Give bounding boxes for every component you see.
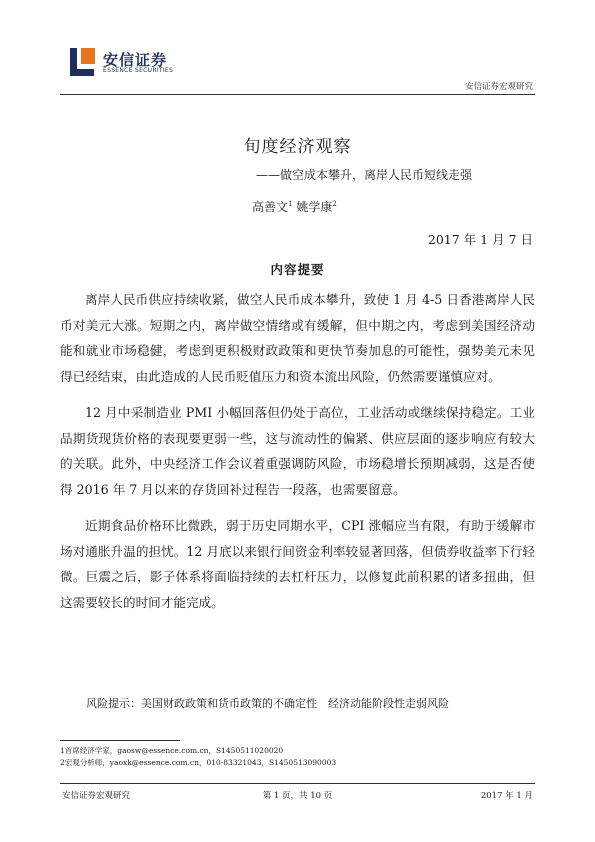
author-footnote-mark: 1: [288, 200, 293, 208]
footer-divider: [60, 783, 535, 784]
report-date: 2017 年 1 月 7 日: [427, 232, 533, 247]
header-report-series: 安信证券宏观研究: [464, 82, 533, 92]
footnote: 2宏观分析师，yaoxk@essence.com.cn，010-83321043，S1450513090003: [60, 758, 337, 767]
summary-body: [60, 287, 535, 626]
report-subtitle: ——做空成本攀升，离岸人民币短线走强: [256, 168, 473, 182]
essence-logo-icon: [70, 48, 98, 76]
risk-note: 风险提示：美国财政政策和货币政策的不确定性 经济动能阶段性走弱风险: [86, 697, 449, 710]
logo-bar-horizontal: [70, 69, 94, 76]
footnote: 1首席经济学家，gaosw@essence.com.cn，S1450511020020: [60, 746, 284, 755]
logo-name-cn: 安信证券: [103, 51, 168, 69]
logo-name-en: ESSENCE SECURITIES: [103, 67, 174, 74]
summary-paragraph: 近期食品价格环比微跌，弱于历史同期水平，CPI 涨幅应当有限，有助于缓解市场对通胀升温的担忧。12 月底以来银行间资金利率较显著回落，但债券收益率下行轻微。巨震之后，影子体系将面临持续的去杠杆压力，以修复此前积累的诸多扭曲，但这需要较长的时间才能完成。: [60, 518, 535, 610]
summary-paragraph: 离岸人民币供应持续收紧，做空人民币成本攀升，致使 1 月 4-5 日香港离岸人民币对美元大涨。短期之内，离岸做空情绪或有缓解，但中期之内，考虑到美国经济动能和就业市场稳健，考虑到更积极财政政策和更快节奏加息的可能性，强势美元未见得已经结束，由此造成的人民币贬值压力和资本流出风险，仍然需要谨慎应对。: [60, 292, 535, 384]
footnotes: [60, 745, 336, 769]
header-divider: [60, 94, 535, 95]
footer-page-number: 第 1 页，共 10 页: [262, 791, 333, 801]
company-logo: [70, 48, 190, 76]
summary-paragraph: 12 月中采制造业 PMI 小幅回落但仍处于高位，工业活动或继续保持稳定。工业品期货现货价格的表现要更弱一些，这与流动性的偏紧、供应层面的逐步响应有较大的关联。此外，中央经济工作会议着重强调防风险，市场稳增长预期减弱，这是否使得 2016 年 7 月以来的存货回补过程告一段落，也需要留意。: [60, 405, 535, 497]
authors-line: [252, 198, 337, 215]
report-title: 旬度经济观察: [243, 137, 352, 157]
author-footnote-mark: 2: [332, 200, 337, 208]
logo-square: [81, 48, 95, 64]
author-name: 姚学康: [296, 200, 333, 214]
footer-report-series: 安信证券宏观研究: [62, 791, 131, 801]
author-name: 高善文: [252, 200, 289, 214]
footer-date: 2017 年 1 月: [480, 791, 533, 801]
summary-heading: 内容提要: [270, 262, 325, 277]
footnote-divider: [60, 740, 180, 741]
